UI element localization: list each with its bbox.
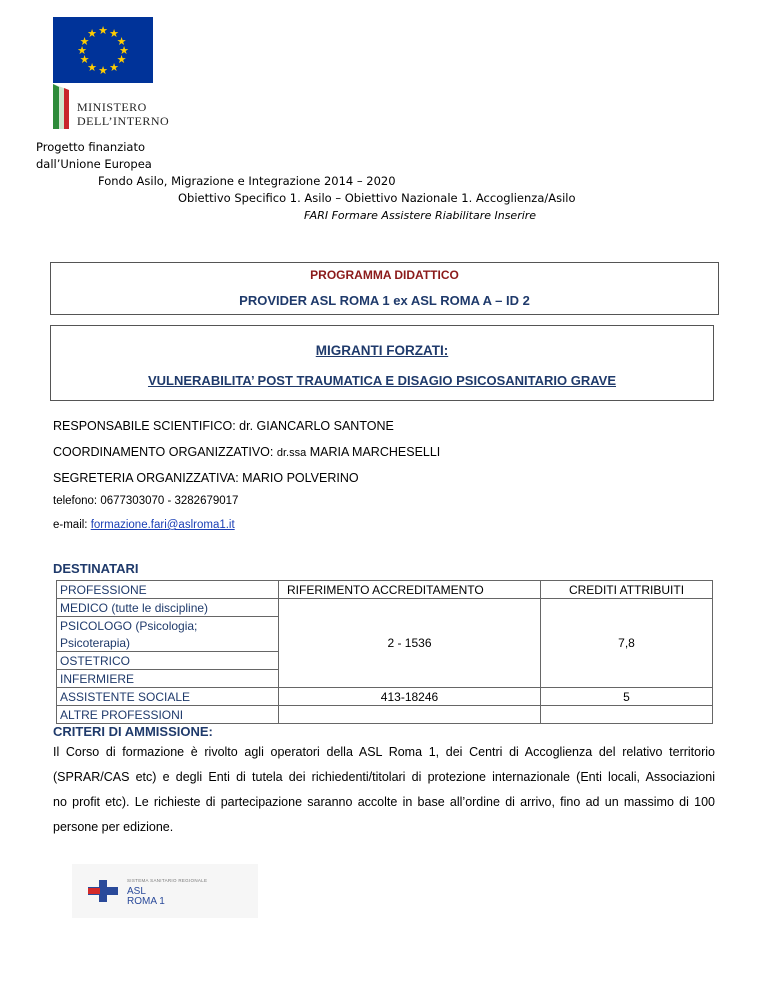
responsabile-scientifico: RESPONSABILE SCIENTIFICO: dr. GIANCARLO SANTONE xyxy=(53,419,394,433)
svg-text:★: ★ xyxy=(109,27,119,40)
empty-cell xyxy=(541,706,713,724)
ministry-name-line2: DELL’INTERNO xyxy=(77,114,170,128)
svg-text:★: ★ xyxy=(87,27,97,40)
svg-text:★: ★ xyxy=(87,61,97,74)
svg-text:★: ★ xyxy=(116,53,127,66)
profession-assistente-sociale: ASSISTENTE SOCIALE xyxy=(57,688,279,706)
svg-text:★: ★ xyxy=(98,24,108,37)
riferimento-1: 2 - 1536 xyxy=(279,599,541,688)
svg-text:★: ★ xyxy=(79,53,90,66)
coordinamento-organizzativo xyxy=(53,445,440,459)
svg-text:★: ★ xyxy=(77,44,87,57)
empty-cell xyxy=(279,706,541,724)
svg-text:★: ★ xyxy=(79,35,90,48)
profession-medico: MEDICO (tutte le discipline) xyxy=(57,599,279,617)
program-title: PROGRAMMA DIDATTICO xyxy=(310,268,459,282)
col-header-crediti: CREDITI ATTRIBUITI xyxy=(541,581,713,599)
table-row xyxy=(57,688,713,706)
table-row xyxy=(57,599,713,617)
italian-flag-icon xyxy=(53,84,69,129)
course-title-1: MIGRANTI FORZATI: xyxy=(315,343,449,358)
email-label: e-mail: xyxy=(53,519,91,531)
profession-psicologo: PSICOLOGO (Psicologia; xyxy=(57,617,279,635)
crediti-2: 5 xyxy=(541,688,713,706)
email-row xyxy=(53,519,235,531)
svg-text:★: ★ xyxy=(98,64,108,77)
email-link[interactable]: formazione.fari@aslroma1.it xyxy=(90,519,235,531)
table-row xyxy=(57,706,713,724)
profession-altre: ALTRE PROFESSIONI xyxy=(57,706,279,724)
asl-name-line1: ASL xyxy=(127,886,146,897)
coordinamento-title: dr.ssa xyxy=(276,447,307,459)
svg-text:★: ★ xyxy=(109,61,119,74)
coordinamento-label: COORDINAMENTO ORGANIZZATIVO: xyxy=(53,445,277,459)
destinatari-title: DESTINATARI xyxy=(53,561,139,576)
destinatari-table xyxy=(56,580,713,724)
asl-roma1-logo xyxy=(72,864,258,918)
telefono: telefono: 0677303070 - 3282679017 xyxy=(53,495,239,507)
provider-line: PROVIDER ASL ROMA 1 ex ASL ROMA A – ID 2 xyxy=(239,293,530,308)
col-header-professione: PROFESSIONE xyxy=(57,581,279,599)
coordinamento-name: MARIA MARCHESELLI xyxy=(306,445,441,459)
table-header-row xyxy=(57,581,713,599)
ministero-logo xyxy=(53,84,213,129)
criteri-paragraph xyxy=(53,740,715,840)
profession-psicologo-2: Psicoterapia) xyxy=(57,634,279,652)
eu-flag-icon xyxy=(53,17,153,83)
course-title-2: VULNERABILITA’ POST TRAUMATICA E DISAGIO PSICOSANITARIO GRAVE xyxy=(147,373,617,388)
profession-infermiere: INFERMIERE xyxy=(57,670,279,688)
header-line-1: Progetto finanziato xyxy=(36,140,146,154)
crediti-1: 7,8 xyxy=(541,599,713,688)
asl-subtitle: SISTEMA SANITARIO REGIONALE xyxy=(127,878,208,883)
header-line-2: dall’Unione Europea xyxy=(36,157,152,171)
program-box xyxy=(50,262,719,315)
profession-ostetrico: OSTETRICO xyxy=(57,652,279,670)
cross-icon xyxy=(88,880,118,902)
header-line-4: Obiettivo Specifico 1. Asilo – Obiettivo Nazionale 1. Accoglienza/Asilo xyxy=(178,191,576,205)
criteri-line-3: no profit etc). Le richieste di partecipazione saranno accolte in base all’ordine di arrivo, fino ad un massimo di 100 xyxy=(53,795,715,809)
svg-text:★: ★ xyxy=(119,44,129,57)
criteri-line-2: (SPRAR/CAS etc) e degli Enti di tutela dei richiedenti/titolari di protezione internazionale (Enti locali, Associazioni xyxy=(53,770,715,784)
criteri-title: CRITERI DI AMMISSIONE: xyxy=(53,724,213,739)
riferimento-2: 413-18246 xyxy=(279,688,541,706)
header-line-3: Fondo Asilo, Migrazione e Integrazione 2014 – 2020 xyxy=(98,174,396,188)
col-header-riferimento: RIFERIMENTO ACCREDITAMENTO xyxy=(279,581,541,599)
svg-text:★: ★ xyxy=(116,35,127,48)
asl-name-line2: ROMA 1 xyxy=(127,896,165,907)
criteri-line-4: persone per edizione. xyxy=(53,820,174,834)
segreteria-organizzativa: SEGRETERIA ORGANIZZATIVA: MARIO POLVERINO xyxy=(53,471,359,485)
header-line-5: FARI Formare Assistere Riabilitare Inserire xyxy=(304,209,537,222)
course-title-box xyxy=(50,325,714,401)
criteri-line-1: Il Corso di formazione è rivolto agli operatori della ASL Roma 1, dei Centri di Accoglienza del relativo territorio xyxy=(53,745,715,759)
ministry-name-line1: MINISTERO xyxy=(77,100,147,114)
